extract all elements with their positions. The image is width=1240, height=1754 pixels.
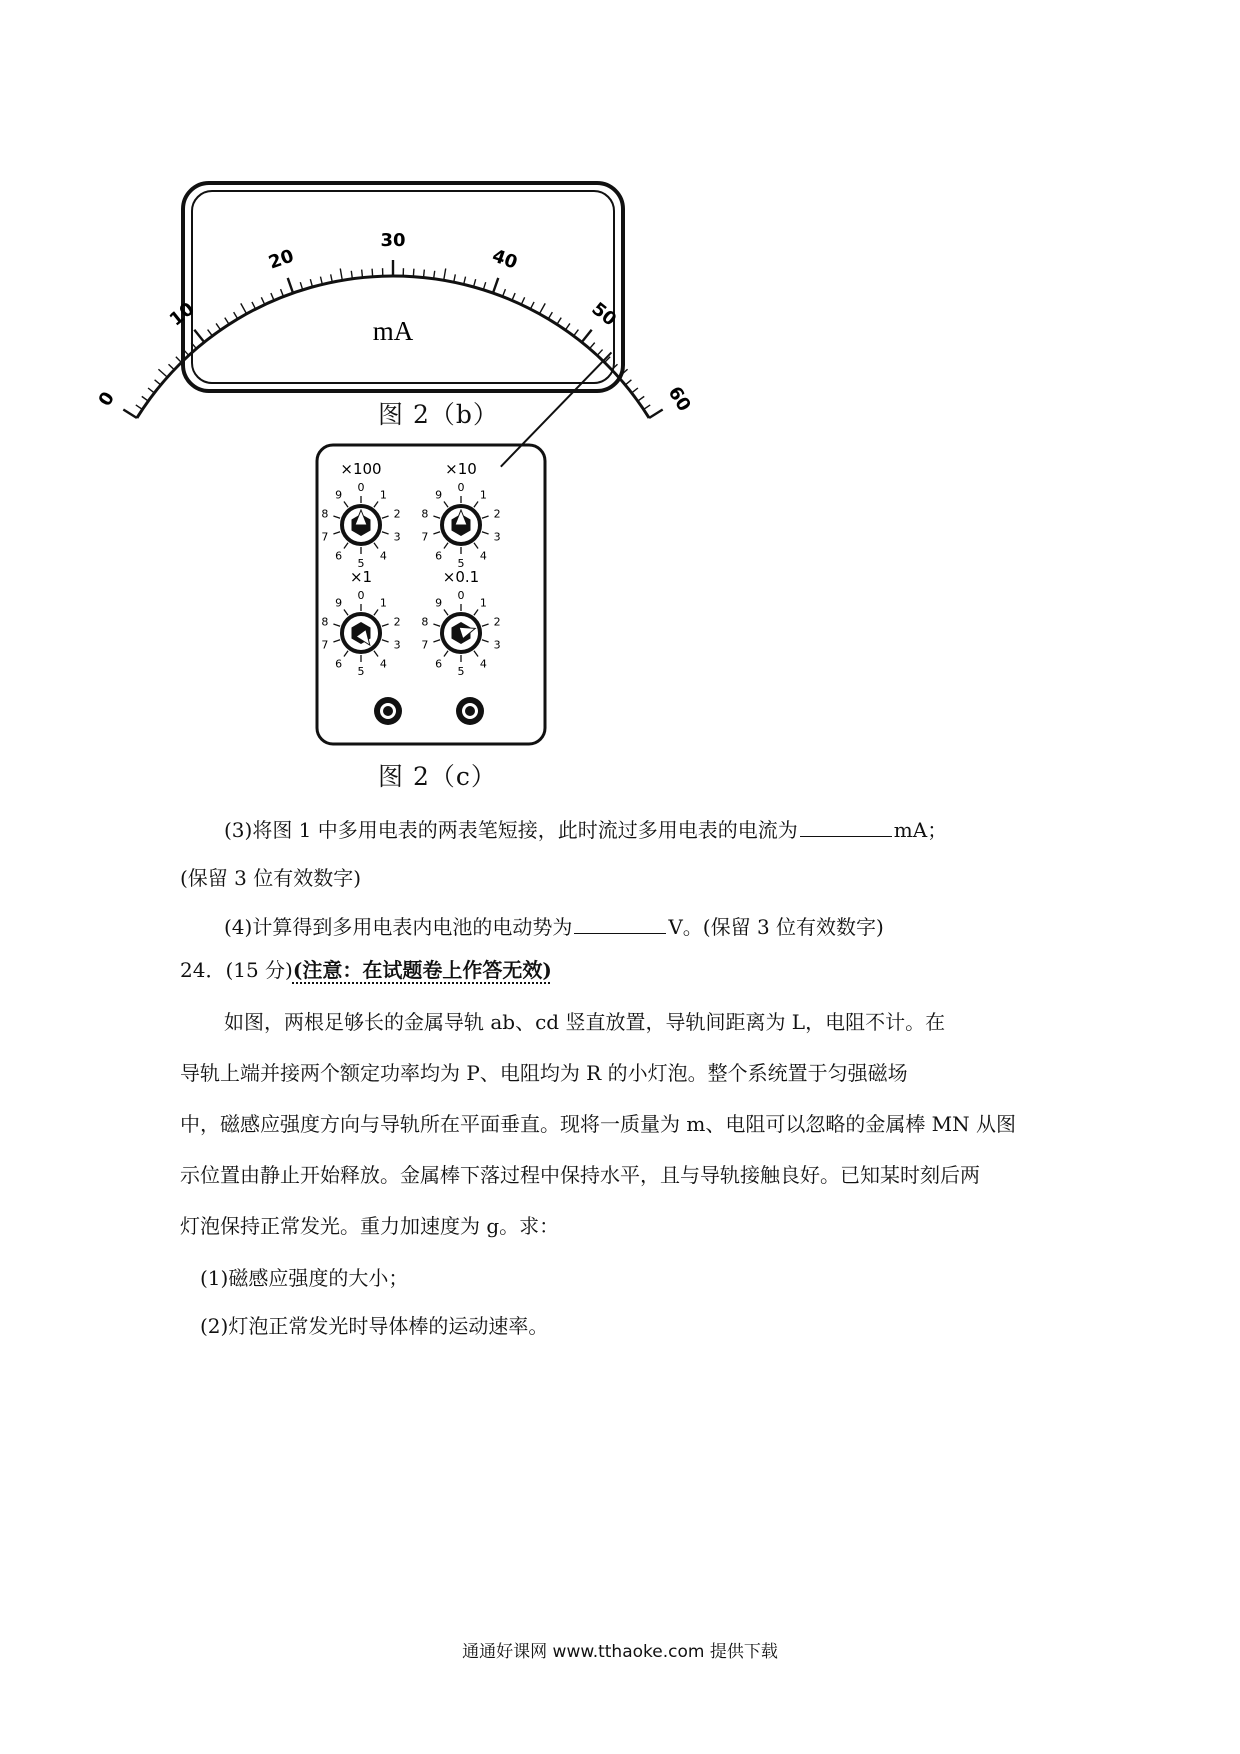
meter-scale-tick: [625, 380, 631, 385]
dial-number: 7: [421, 530, 429, 544]
dial-tick: [444, 543, 448, 549]
dial-number: 6: [335, 549, 343, 563]
question-4: [224, 911, 884, 940]
dial-tick: [374, 543, 378, 549]
answer-blank-current: [800, 818, 892, 837]
dial-tick: [382, 532, 389, 534]
dial-tick: [482, 640, 489, 642]
dial-tick: [444, 651, 448, 657]
dial-number: 3: [493, 638, 501, 652]
meter-scale-tick: [123, 409, 137, 417]
meter-scale-tick: [649, 409, 663, 417]
meter-scale-tick: [548, 312, 552, 319]
meter-scale-tick: [148, 388, 154, 393]
question-24-line-3: 中，磁感应强度方向与导轨所在平面垂直。现将一质量为 m、电阻可以忽略的金属棒 MN 从图: [180, 1112, 1017, 1136]
dial-number: 4: [479, 657, 487, 671]
dial-knob[interactable]: [321, 568, 400, 678]
dial-tick: [382, 640, 389, 642]
meter-scale-tick: [234, 312, 238, 319]
meter-scale-tick: [136, 405, 143, 409]
meter-scale-tick: [582, 330, 592, 342]
meter-scale-tick: [169, 364, 175, 370]
dial-tick: [474, 543, 478, 549]
meter-scale-label: 30: [380, 230, 406, 251]
meter-scale-tick: [142, 396, 148, 401]
meter-scale-tick: [638, 396, 644, 401]
meter-scale-tick: [208, 330, 213, 336]
figure-c-caption: 图 2（c）: [378, 762, 497, 791]
dial-tick: [382, 624, 389, 626]
dial-number: 7: [321, 530, 329, 544]
question-24-sub-1: (1)磁感应强度的大小；: [200, 1266, 409, 1290]
question-24-line-2: 导轨上端并接两个额定功率均为 P、电阻均为 R 的小灯泡。整个系统置于匀强磁场: [180, 1061, 908, 1085]
meter-scale-tick: [565, 323, 570, 330]
dial-number: 6: [335, 657, 343, 671]
question-24-note: (注意：在试题卷上作答无效): [292, 958, 552, 982]
dial-tick: [482, 532, 489, 534]
meter-scale-tick: [176, 357, 182, 363]
question-4-text: (4)计算得到多用电表内电池的电动势为: [224, 915, 573, 939]
dial-tick: [374, 502, 378, 508]
meter-scale-tick: [530, 302, 534, 309]
dial-tick: [344, 651, 348, 657]
dial-number: 9: [335, 488, 343, 502]
question-3-text: (3)将图 1 中多用电表的两表笔短接，此时流过多用电表的电流为: [224, 818, 798, 842]
meter-scale-tick: [271, 293, 274, 300]
meter-scale-label: 40: [489, 245, 521, 274]
dial-number: 4: [479, 549, 487, 563]
dial-number: 7: [421, 638, 429, 652]
dial-tick: [382, 516, 389, 518]
dial-number: 2: [393, 615, 401, 629]
dial-number: 6: [435, 657, 443, 671]
meter-scale-tick: [225, 318, 229, 325]
question-24-line-5: 灯泡保持正常发光。重力加速度为 g。求：: [180, 1214, 560, 1238]
meter-scale-tick: [557, 318, 561, 325]
dial-tick: [344, 610, 348, 616]
dial-number: 1: [479, 488, 487, 502]
meter-scale-tick: [590, 343, 595, 349]
dial-number: 5: [357, 665, 365, 678]
terminal-right: [456, 697, 484, 725]
dial-tick: [444, 610, 448, 616]
dial-number: 4: [379, 549, 387, 563]
dial-number: 9: [435, 488, 443, 502]
meter-scale-tick: [424, 270, 425, 278]
dial-number: 6: [435, 549, 443, 563]
meter-scale-tick: [632, 388, 638, 393]
meter-unit-label: mA: [372, 316, 414, 346]
dial-tick: [433, 624, 440, 626]
meter-scale-tick: [252, 302, 256, 309]
dial-number: 8: [421, 615, 429, 629]
question-24-line-4: 示位置由静止开始释放。金属棒下落过程中保持水平，且与导轨接触良好。已知某时刻后两: [180, 1163, 980, 1187]
meter-scale-label: 20: [265, 245, 297, 274]
dial-number: 0: [357, 589, 365, 602]
dial-tick: [482, 624, 489, 626]
dial-tick: [333, 640, 340, 642]
resistance-box-frame: [317, 445, 545, 744]
dial-knob[interactable]: [421, 568, 500, 678]
dial-tick: [474, 502, 478, 508]
dial-number: 8: [421, 507, 429, 521]
dial-number: 2: [393, 507, 401, 521]
dial-tick: [433, 516, 440, 518]
meter-scale-tick: [158, 369, 167, 377]
question-24-number: 24．(15 分): [180, 958, 293, 982]
dial-tick: [474, 610, 478, 616]
question-3-note: (保留 3 位有效数字): [180, 866, 362, 890]
dial-number: 1: [379, 596, 387, 610]
meter-scale-tick: [194, 330, 204, 342]
dial-number: 5: [457, 557, 465, 570]
dial-tick: [344, 502, 348, 508]
dial-number: 2: [493, 615, 501, 629]
dial-knobs: [321, 460, 500, 678]
dial-tick: [333, 516, 340, 518]
meter-scale-tick: [288, 278, 293, 293]
dial-knob[interactable]: [321, 460, 400, 570]
meter-inner-frame: [192, 191, 614, 383]
meter-scale-label: 0: [94, 388, 120, 411]
dial-tick: [374, 651, 378, 657]
dial-tick: [482, 516, 489, 518]
dial-number: 2: [493, 507, 501, 521]
meter-scale-tick: [372, 269, 373, 277]
answer-blank-emf: [574, 915, 666, 934]
dial-number: 8: [321, 615, 329, 629]
meter-scale-tick: [216, 323, 221, 330]
meter-scale-tick: [261, 297, 264, 304]
meter-scale-tick: [539, 303, 545, 313]
dial-number: 5: [457, 665, 465, 678]
dial-tick: [374, 610, 378, 616]
question-24-header: [180, 954, 552, 983]
dial-number: 3: [393, 638, 401, 652]
dial-tick: [344, 543, 348, 549]
dial-tick: [433, 640, 440, 642]
dial-number: 0: [457, 589, 465, 602]
meter-scale-tick: [413, 269, 414, 277]
dial-tick: [433, 532, 440, 534]
dial-tick: [444, 502, 448, 508]
dial-number: 9: [335, 596, 343, 610]
dial-multiplier-label: ×1: [349, 568, 373, 586]
page-footer: 通通好课网 www.tthaoke.com 提供下载: [462, 1642, 778, 1662]
meter-scale-label: 50: [587, 298, 621, 331]
meter-scale-tick: [644, 405, 651, 409]
meter-scale-tick: [597, 350, 602, 356]
meter-scale-tick: [340, 268, 342, 280]
dial-number: 3: [493, 530, 501, 544]
dial-multiplier-label: ×10: [445, 460, 477, 478]
meter-scale-tick: [574, 330, 579, 336]
dial-knob[interactable]: [421, 460, 500, 570]
dial-number: 3: [393, 530, 401, 544]
question-3-unit: mA；: [893, 818, 948, 842]
dial-number: 5: [357, 557, 365, 570]
meter-scale-label: 60: [663, 382, 695, 416]
dial-number: 4: [379, 657, 387, 671]
dial-tick: [474, 651, 478, 657]
dial-number: 9: [435, 596, 443, 610]
meter-outer-frame: [183, 183, 623, 391]
meter-scale-tick: [241, 303, 247, 313]
question-4-unit: V。(保留 3 位有效数字): [668, 915, 884, 939]
dial-multiplier-label: ×0.1: [442, 568, 480, 586]
figure-b-caption: 图 2（b）: [378, 400, 499, 429]
meter-scale-tick: [444, 268, 446, 280]
question-24-line-1: 如图，两根足够长的金属导轨 ab、cd 竖直放置，导轨间距离为 L，电阻不计。在: [224, 1010, 946, 1034]
dial-tick: [333, 532, 340, 534]
dial-number: 0: [357, 481, 365, 494]
question-3: [224, 814, 947, 843]
dial-number: 7: [321, 638, 329, 652]
dial-multiplier-label: ×100: [340, 460, 382, 478]
dial-number: 1: [379, 488, 387, 502]
terminal-left: [374, 697, 402, 725]
meter-scale-tick: [512, 293, 515, 300]
meter-scale-tick: [155, 380, 161, 385]
question-24-sub-2: (2)灯泡正常发光时导体棒的运动速率。: [200, 1314, 549, 1338]
meter-scale-tick: [362, 270, 363, 278]
dial-tick: [333, 624, 340, 626]
resistance-box-figure: [315, 443, 547, 748]
dial-number: 8: [321, 507, 329, 521]
meter-scale-tick: [493, 278, 498, 293]
dial-number: 1: [479, 596, 487, 610]
meter-scale-label: 10: [165, 298, 199, 331]
dial-number: 0: [457, 481, 465, 494]
meter-scale-tick: [521, 297, 524, 304]
